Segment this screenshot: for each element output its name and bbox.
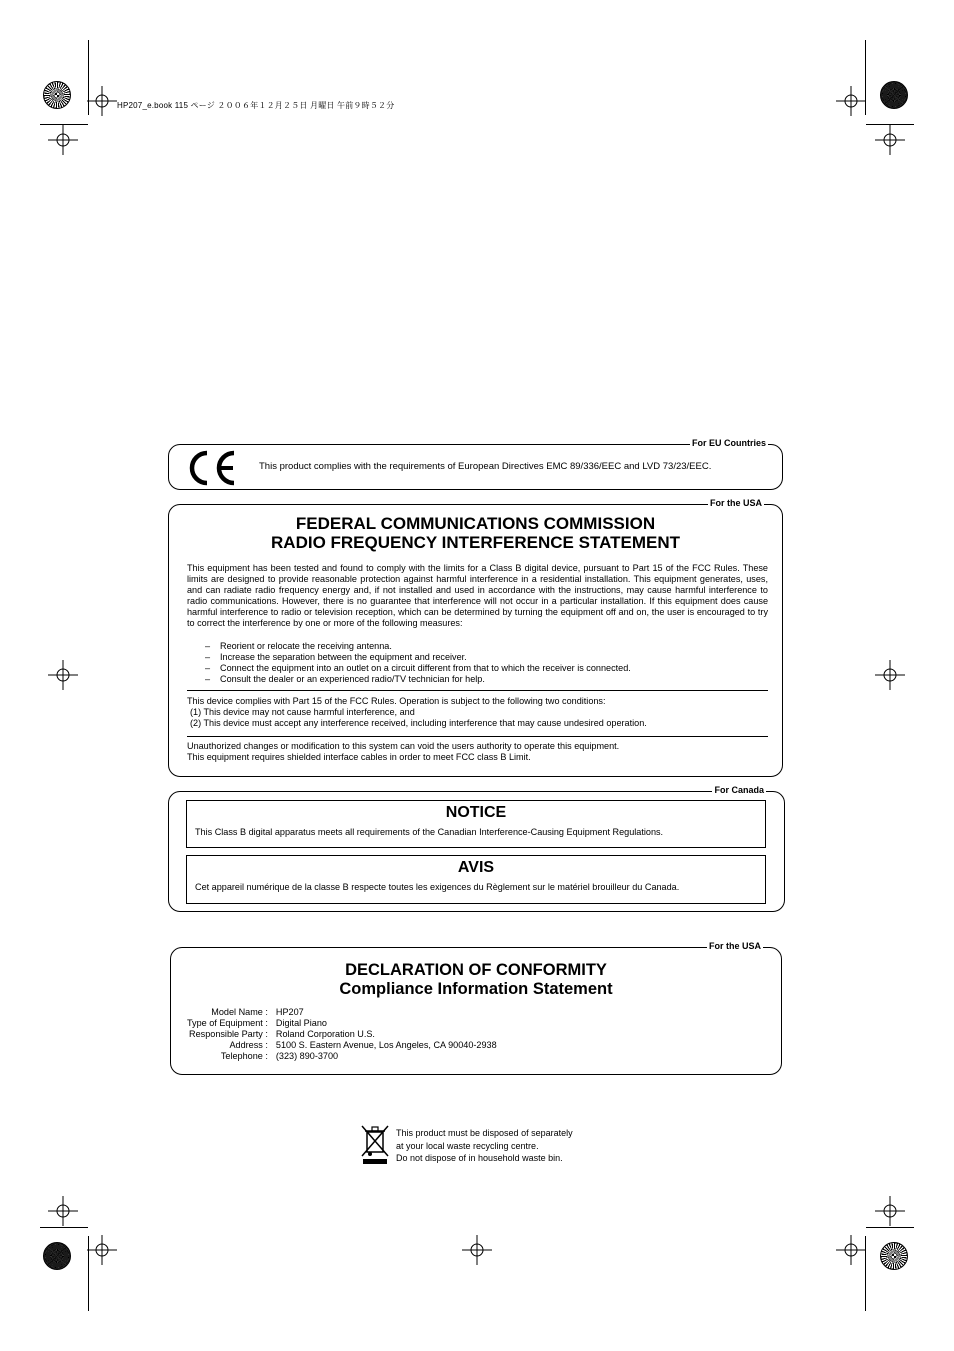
field-value: 5100 S. Eastern Avenue, Los Angeles, CA 90040-2938 (275, 1040, 497, 1050)
fcc-title (168, 515, 783, 552)
field-label: Address : (229, 1040, 268, 1050)
avis-title: AVIS (457, 859, 495, 876)
doc-fields (187, 1007, 497, 1062)
table-row (187, 1051, 497, 1062)
fcc-title-line1: FEDERAL COMMUNICATIONS COMMISSION (295, 514, 656, 533)
doc-title-line1: DECLARATION OF CONFORMITY (345, 961, 607, 979)
doc-title (170, 961, 782, 998)
fcc-intro: This equipment has been tested and found to comply with the limits for a Class B digital device, pursuant to Part 15 of the FCC Rules. These limits are designed to provide reasonable protection against harmful interference in a residential installation. This equipment generates, uses, and can radiate radio frequency energy and, if not installed and used in accordance with the instructions, may cause harmful interference to radio communications. However, there is no guarantee that interference will not occur in a particular installation. If this equipment does cause harmful interference to radio or television reception, which can be determined by turning the equipment off and on, the user is encouraged to try to correct the interference by one or more of the following measures: (187, 563, 768, 629)
registration-crosshair-icon (48, 125, 78, 155)
fcc-shielded: This equipment requires shielded interface cables in order to meet FCC class B Limit. (187, 752, 531, 763)
registration-sunburst-icon (43, 81, 71, 109)
notice-text: This Class B digital apparatus meets all requirements of the Canadian Interference-Causing Equipment Regulations. (195, 827, 664, 837)
registration-crosshair-icon (48, 1196, 78, 1226)
registration-sunburst-icon (880, 81, 908, 109)
trim-line (866, 124, 914, 125)
print-header: HP207_e.book 115 ページ ２００６年１２月２５日 月曜日 午前９時５２分 (117, 101, 395, 110)
trim-line (866, 1227, 914, 1228)
ce-mark-logo (184, 449, 238, 487)
field-value: (323) 890-3700 (275, 1051, 339, 1061)
trim-line (88, 1236, 89, 1311)
divider (187, 690, 768, 691)
registration-crosshair-icon (836, 1235, 866, 1265)
list-item: – Increase the separation between the equipment and receiver. (205, 652, 631, 663)
field-value: HP207 (275, 1007, 304, 1017)
trim-line (40, 124, 88, 125)
registration-crosshair-icon (875, 125, 905, 155)
trim-line (40, 1227, 88, 1228)
registration-crosshair-icon (87, 86, 117, 116)
eu-tag: For EU Countries (691, 438, 766, 448)
fcc-footer (187, 741, 768, 763)
table-row (187, 1007, 497, 1018)
recycle-line2: at your local waste recycling centre. (396, 1140, 539, 1151)
field-value: Roland Corporation U.S. (275, 1029, 375, 1039)
fcc-condition-1: (1) This device may not cause harmful interference, and (190, 707, 415, 718)
trim-line (88, 40, 89, 115)
registration-sunburst-icon (43, 1242, 71, 1270)
recycle-line1: This product must be disposed of separately (396, 1128, 573, 1138)
recycle-line3: Do not dispose of in household waste bin. (396, 1153, 563, 1163)
list-item: – Consult the dealer or an experienced radio/TV technician for help. (205, 674, 631, 685)
field-label: Telephone : (220, 1051, 268, 1061)
fcc-title-line2: RADIO FREQUENCY INTERFERENCE STATEMENT (271, 532, 680, 552)
fcc-condition-2: (2) This device must accept any interference received, including interference that may cause undesired operation. (190, 718, 647, 729)
fcc-part15 (187, 696, 768, 729)
registration-crosshair-icon (875, 660, 905, 690)
table-row (187, 1040, 497, 1051)
field-value: Digital Piano (275, 1018, 327, 1028)
fcc-part15-text: This device complies with Part 15 of the FCC Rules. Operation is subject to the following two conditions: (187, 696, 606, 706)
doc-tag: For the USA (708, 941, 761, 951)
registration-crosshair-icon (87, 1235, 117, 1265)
avis-text: Cet appareil numérique de la classe B respecte toutes les exigences du Règlement sur le matériel brouilleur du Canada. (195, 882, 680, 892)
field-label: Responsible Party : (189, 1029, 268, 1039)
field-label: Model Name : (211, 1007, 268, 1017)
registration-crosshair-icon (48, 660, 78, 690)
list-item: – Connect the equipment into an outlet on a circuit different from that to which the receiver is connected. (205, 663, 631, 674)
notice-box (186, 800, 766, 848)
fcc-tag: For the USA (709, 498, 762, 508)
table-row (187, 1029, 497, 1040)
registration-crosshair-icon (462, 1235, 492, 1265)
table-row (187, 1018, 497, 1029)
registration-crosshair-icon (875, 1196, 905, 1226)
canada-tag: For Canada (714, 785, 764, 795)
notice-title: NOTICE (445, 804, 507, 821)
registration-sunburst-icon (880, 1242, 908, 1270)
list-item: – Reorient or relocate the receiving antenna. (205, 641, 631, 652)
fcc-unauthorized: Unauthorized changes or modification to this system can void the users authority to operate this equipment. (187, 741, 620, 751)
field-label: Type of Equipment : (187, 1018, 268, 1028)
eu-statement: This product complies with the requirements of European Directives EMC 89/336/EEC and LVD 73/23/EEC. (259, 461, 712, 472)
divider (187, 736, 768, 737)
registration-crosshair-icon (836, 86, 866, 116)
recycle-notice (396, 1127, 573, 1165)
trim-line (865, 1236, 866, 1311)
fcc-measures-list (205, 641, 631, 685)
avis-box (186, 855, 766, 904)
doc-title-line2: Compliance Information Statement (339, 979, 613, 998)
crossed-bin-icon (360, 1124, 390, 1166)
trim-line (865, 40, 866, 115)
